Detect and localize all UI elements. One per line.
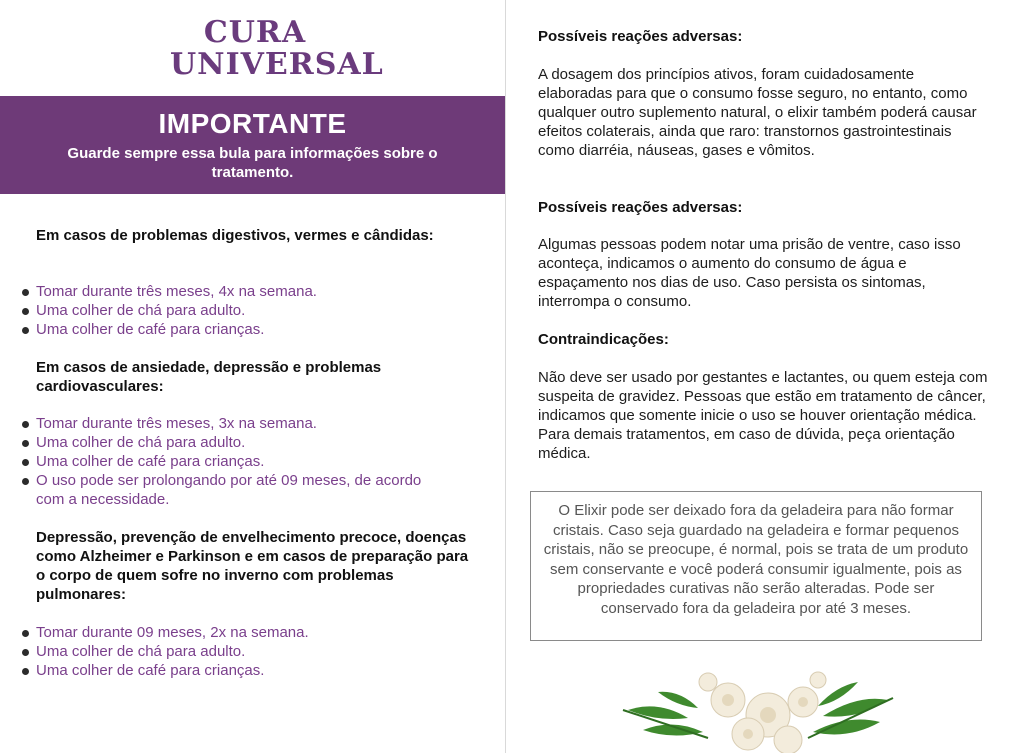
section-heading-aging: Depressão, prevenção de envelhecimento precoce, doenças como Alzheimer e Parkinson e em casos de preparação para o corpo de quem sofre no inverno com problemas pulmonares: — [36, 529, 469, 603]
brand-logo — [170, 15, 384, 82]
bullet-dot-icon — [22, 649, 29, 656]
list-item-text: Uma colher de café para crianças. — [36, 321, 265, 338]
important-banner — [0, 96, 505, 194]
storage-note-box: O Elixir pode ser deixado fora da geladeira para não formar cristais. Caso seja guardado na geladeira e formar pequenos cristais, não se preocupe, é normal, pois se trata de um produto sem conservante e você poderá consumir igualmente, pois as propriedades curativas não serão alteradas. Pode ser conservado fora da geladeira por até 3 meses. — [530, 491, 982, 641]
heading-adverse-reactions-1: Possíveis reações adversas: — [538, 28, 743, 45]
right-panel — [506, 0, 1024, 753]
bullet-list-anxiety — [22, 414, 482, 509]
list-item-text: Tomar durante três meses, 4x na semana. — [36, 283, 317, 300]
list-item-text: Uma colher de chá para adulto. — [36, 643, 246, 660]
list-item — [22, 320, 482, 339]
bullet-dot-icon — [22, 327, 29, 334]
heading-adverse-reactions-2: Possíveis reações adversas: — [538, 199, 743, 216]
bullet-dot-icon — [22, 478, 29, 485]
flowers-and-leaves-illustration — [618, 660, 898, 753]
paragraph-adverse-reactions-2: Algumas pessoas podem notar uma prisão de ventre, caso isso aconteça, indicamos o aumento do consumo de água e espaçamento nos dias de uso. Caso persista os sintomas, interrompa o consumo. — [538, 236, 961, 310]
list-item — [22, 301, 482, 320]
logo-line-2: UNIVERSAL — [170, 47, 384, 82]
bullet-dot-icon — [22, 421, 29, 428]
bullet-dot-icon — [22, 668, 29, 675]
paragraph-contraindications: Não deve ser usado por gestantes e lactantes, ou quem esteja com suspeita de gravidez. Pessoas que estão em tratamento de câncer, indicamos que somente inicie o uso se houver orientação médica. Para demais tratamentos, em caso de dúvida, peça orientação médica. — [538, 369, 988, 462]
list-item — [22, 471, 426, 509]
logo-line-1: CURA — [203, 15, 307, 50]
bullet-list-aging — [22, 623, 482, 680]
list-item-text: Uma colher de chá para adulto. — [36, 434, 246, 451]
bullet-dot-icon — [22, 630, 29, 637]
list-item-text: Uma colher de café para crianças. — [36, 453, 265, 470]
bullet-list-digestive — [22, 282, 482, 339]
bullet-dot-icon — [22, 440, 29, 447]
list-item-text: Tomar durante três meses, 3x na semana. — [36, 415, 317, 432]
list-item — [22, 642, 482, 661]
list-item-text: Uma colher de chá para adulto. — [36, 302, 246, 319]
list-item-text: Uma colher de café para crianças. — [36, 662, 265, 679]
bullet-dot-icon — [22, 289, 29, 296]
list-item — [22, 452, 482, 471]
right-leaf-branch — [808, 682, 893, 738]
banner-title: IMPORTANTE — [158, 108, 347, 139]
left-panel — [0, 0, 505, 753]
list-item-text: Tomar durante 09 meses, 2x na semana. — [36, 624, 309, 641]
list-item — [22, 414, 482, 433]
list-item — [22, 433, 482, 452]
bullet-dot-icon — [22, 459, 29, 466]
banner-subtitle: Guarde sempre essa bula para informações sobre o tratamento. — [67, 145, 438, 181]
bullet-dot-icon — [22, 308, 29, 315]
list-item — [22, 661, 482, 680]
list-item-text: O uso pode ser prolongando por até 09 meses, de acordo com a necessidade. — [36, 472, 422, 508]
left-leaf-branch — [623, 692, 708, 738]
list-item — [22, 282, 482, 301]
section-heading-digestive: Em casos de problemas digestivos, vermes e cândidas: — [36, 227, 434, 244]
section-heading-anxiety: Em casos de ansiedade, depressão e problemas cardiovasculares: — [36, 359, 382, 395]
paragraph-adverse-reactions-1: A dosagem dos princípios ativos, foram cuidadosamente elaboradas para que o consumo fosse seguro, no entanto, como qualquer outro suplemento natural, o elixir também poderá causar efeitos colaterais, ainda que raro: transtornos gastrointestinais como diarréia, náuseas, gases e vômitos. — [538, 66, 977, 159]
list-item — [22, 623, 482, 642]
heading-contraindications: Contraindicações: — [538, 331, 669, 348]
